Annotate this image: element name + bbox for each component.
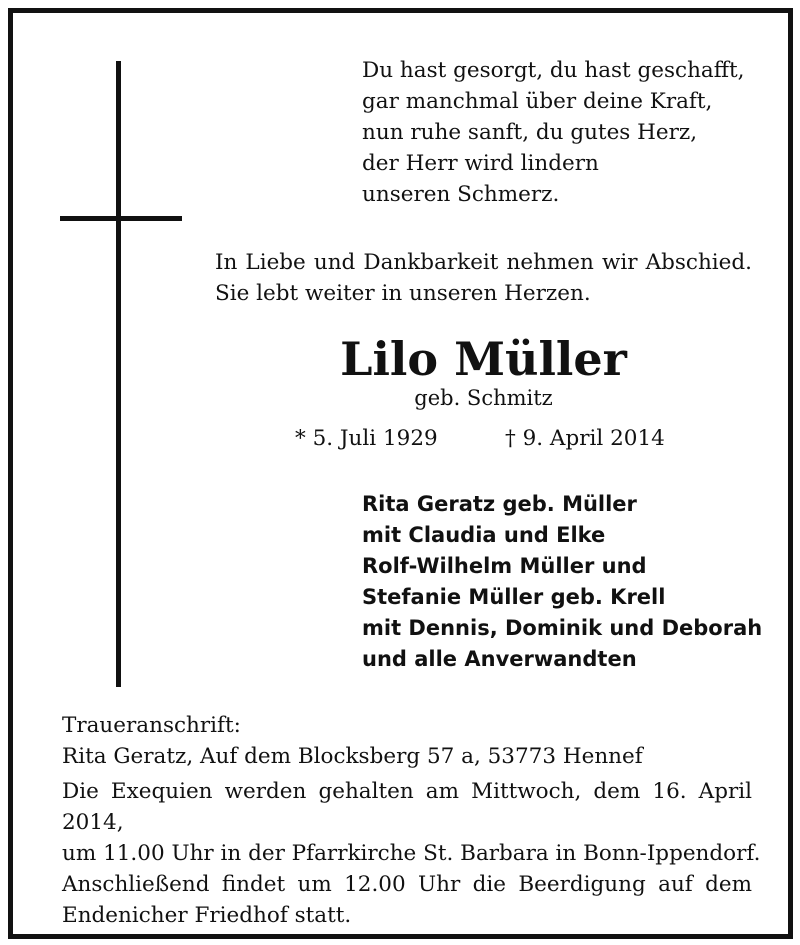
death-date: † 9. April 2014 [505,426,665,451]
birth-date: * 5. Juli 1929 [295,426,438,451]
address-value: Rita Geratz, Auf dem Blocksberg 57 a, 53773 Hennef [62,744,643,769]
poem-line: Du hast gesorgt, du hast geschafft, [362,58,745,83]
service-line-4: Endenicher Friedhof statt. [62,903,352,928]
service-line-2: um 11.00 Uhr in der Pfarrkirche St. Barbara in Bonn-Ippendorf. [62,841,761,866]
family-list [362,489,762,675]
family-line: Stefanie Müller geb. Krell [362,585,666,609]
obituary-frame [8,8,793,939]
cross-icon-vertical [116,61,121,687]
address-label: Traueranschrift: [62,713,241,738]
poem-line: der Herr wird lindern [362,151,599,176]
service-line-3: Anschließend findet um 12.00 Uhr die Beerdigung auf dem [62,872,752,897]
service-info [62,776,761,931]
poem-line: gar manchmal über deine Kraft, [362,89,713,114]
deceased-name: Lilo Müller [340,332,627,386]
farewell-line-1: In Liebe und Dankbarkeit nehmen wir Abschied. [215,250,752,275]
maiden-name: geb. Schmitz [414,386,553,410]
poem-line: unseren Schmerz. [362,182,560,207]
family-line: Rolf-Wilhelm Müller und [362,554,647,578]
service-line-1: Die Exequien werden gehalten am Mittwoch, dem 16. April 2014, [62,779,752,835]
family-line: und alle Anverwandten [362,647,637,671]
farewell-text [215,247,752,309]
family-line: mit Claudia und Elke [362,523,606,547]
mourning-address [62,710,643,772]
family-line: mit Dennis, Dominik und Deborah [362,616,763,640]
family-line: Rita Geratz geb. Müller [362,492,637,516]
cross-icon-horizontal [60,216,182,221]
poem [362,55,745,210]
farewell-line-2: Sie lebt weiter in unseren Herzen. [215,281,591,306]
poem-line: nun ruhe sanft, du gutes Herz, [362,120,698,145]
